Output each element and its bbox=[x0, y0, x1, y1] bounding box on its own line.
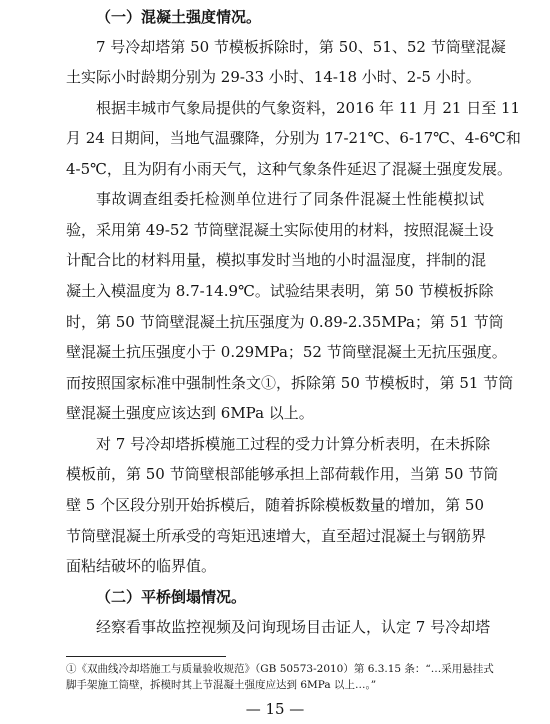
paragraph-line: 壁混凝土抗压强度小于 0.29MPa；52 节筒壁混凝土无抗压强度。 bbox=[66, 343, 507, 361]
paragraph-line: 4-5℃，且为阴有小雨天气，这种气象条件延迟了混凝土强度发展。 bbox=[66, 160, 512, 178]
paragraph-line: 事故调查组委托检测单位进行了同条件混凝土性能模拟试 bbox=[96, 190, 484, 208]
paragraph-line: 土实际小时龄期分别为 29-33 小时、14-18 小时、2-5 小时。 bbox=[66, 68, 481, 86]
page-number: — 15 — bbox=[245, 700, 305, 718]
section-heading-platform-collapse: （二）平桥倒塌情况。 bbox=[96, 588, 247, 606]
footnote-line: ①《双曲线冷却塔施工与质量验收规范》（GB 50573-2010）第 6.3.15 条：“…采用悬挂式 bbox=[66, 663, 494, 675]
paragraph-line: 根据丰城市气象局提供的气象资料，2016 年 11 月 21 日至 11 bbox=[96, 99, 521, 117]
paragraph-line: 对 7 号冷却塔拆模施工过程的受力计算分析表明，在未拆除 bbox=[96, 435, 491, 453]
paragraph-line: 7 号冷却塔第 50 节模板拆除时，第 50、51、52 节筒壁混凝 bbox=[96, 38, 506, 56]
paragraph-line: 时，第 50 节筒壁混凝土抗压强度为 0.89-2.35MPa；第 51 节筒 bbox=[66, 313, 504, 331]
footnote-line: 脚手架施工筒壁，拆模时其上节混凝土强度应达到 6MPa 以上…。” bbox=[66, 679, 377, 691]
paragraph-line: 模板前，第 50 节筒壁根部能够承担上部荷载作用，当第 50 节筒 bbox=[66, 465, 499, 483]
section-heading-concrete-strength: （一）混凝土强度情况。 bbox=[96, 8, 262, 26]
paragraph-line: 壁 5 个区段分别开始拆模后，随着拆除模板数量的增加，第 50 bbox=[66, 496, 484, 514]
paragraph-line: 经察看事故监控视频及问询现场目击证人，认定 7 号冷却塔 bbox=[96, 618, 491, 636]
paragraph-line: 壁混凝土强度应该达到 6MPa 以上。 bbox=[66, 404, 314, 422]
paragraph-line: 节筒壁混凝土所承受的弯矩迅速增大，直至超过混凝土与钢筋界 bbox=[66, 527, 487, 545]
paragraph-line: 月 24 日期间，当地气温骤降，分别为 17-21℃、6-17℃、4-6℃和 bbox=[66, 129, 521, 147]
paragraph-line: 验，采用第 49-52 节筒壁混凝土实际使用的材料，按照混凝土设 bbox=[66, 221, 494, 239]
paragraph-line: 面粘结破坏的临界值。 bbox=[66, 557, 217, 575]
footnote-divider bbox=[66, 656, 226, 657]
paragraph-line: 计配合比的材料用量，模拟事发时当地的小时温湿度，拌制的混 bbox=[66, 251, 487, 269]
paragraph-line: 而按照国家标准中强制性条文①，拆除第 50 节模板时，第 51 节筒 bbox=[66, 374, 514, 392]
paragraph-line: 凝土入模温度为 8.7-14.9℃。试验结果表明，第 50 节模板拆除 bbox=[66, 282, 494, 300]
